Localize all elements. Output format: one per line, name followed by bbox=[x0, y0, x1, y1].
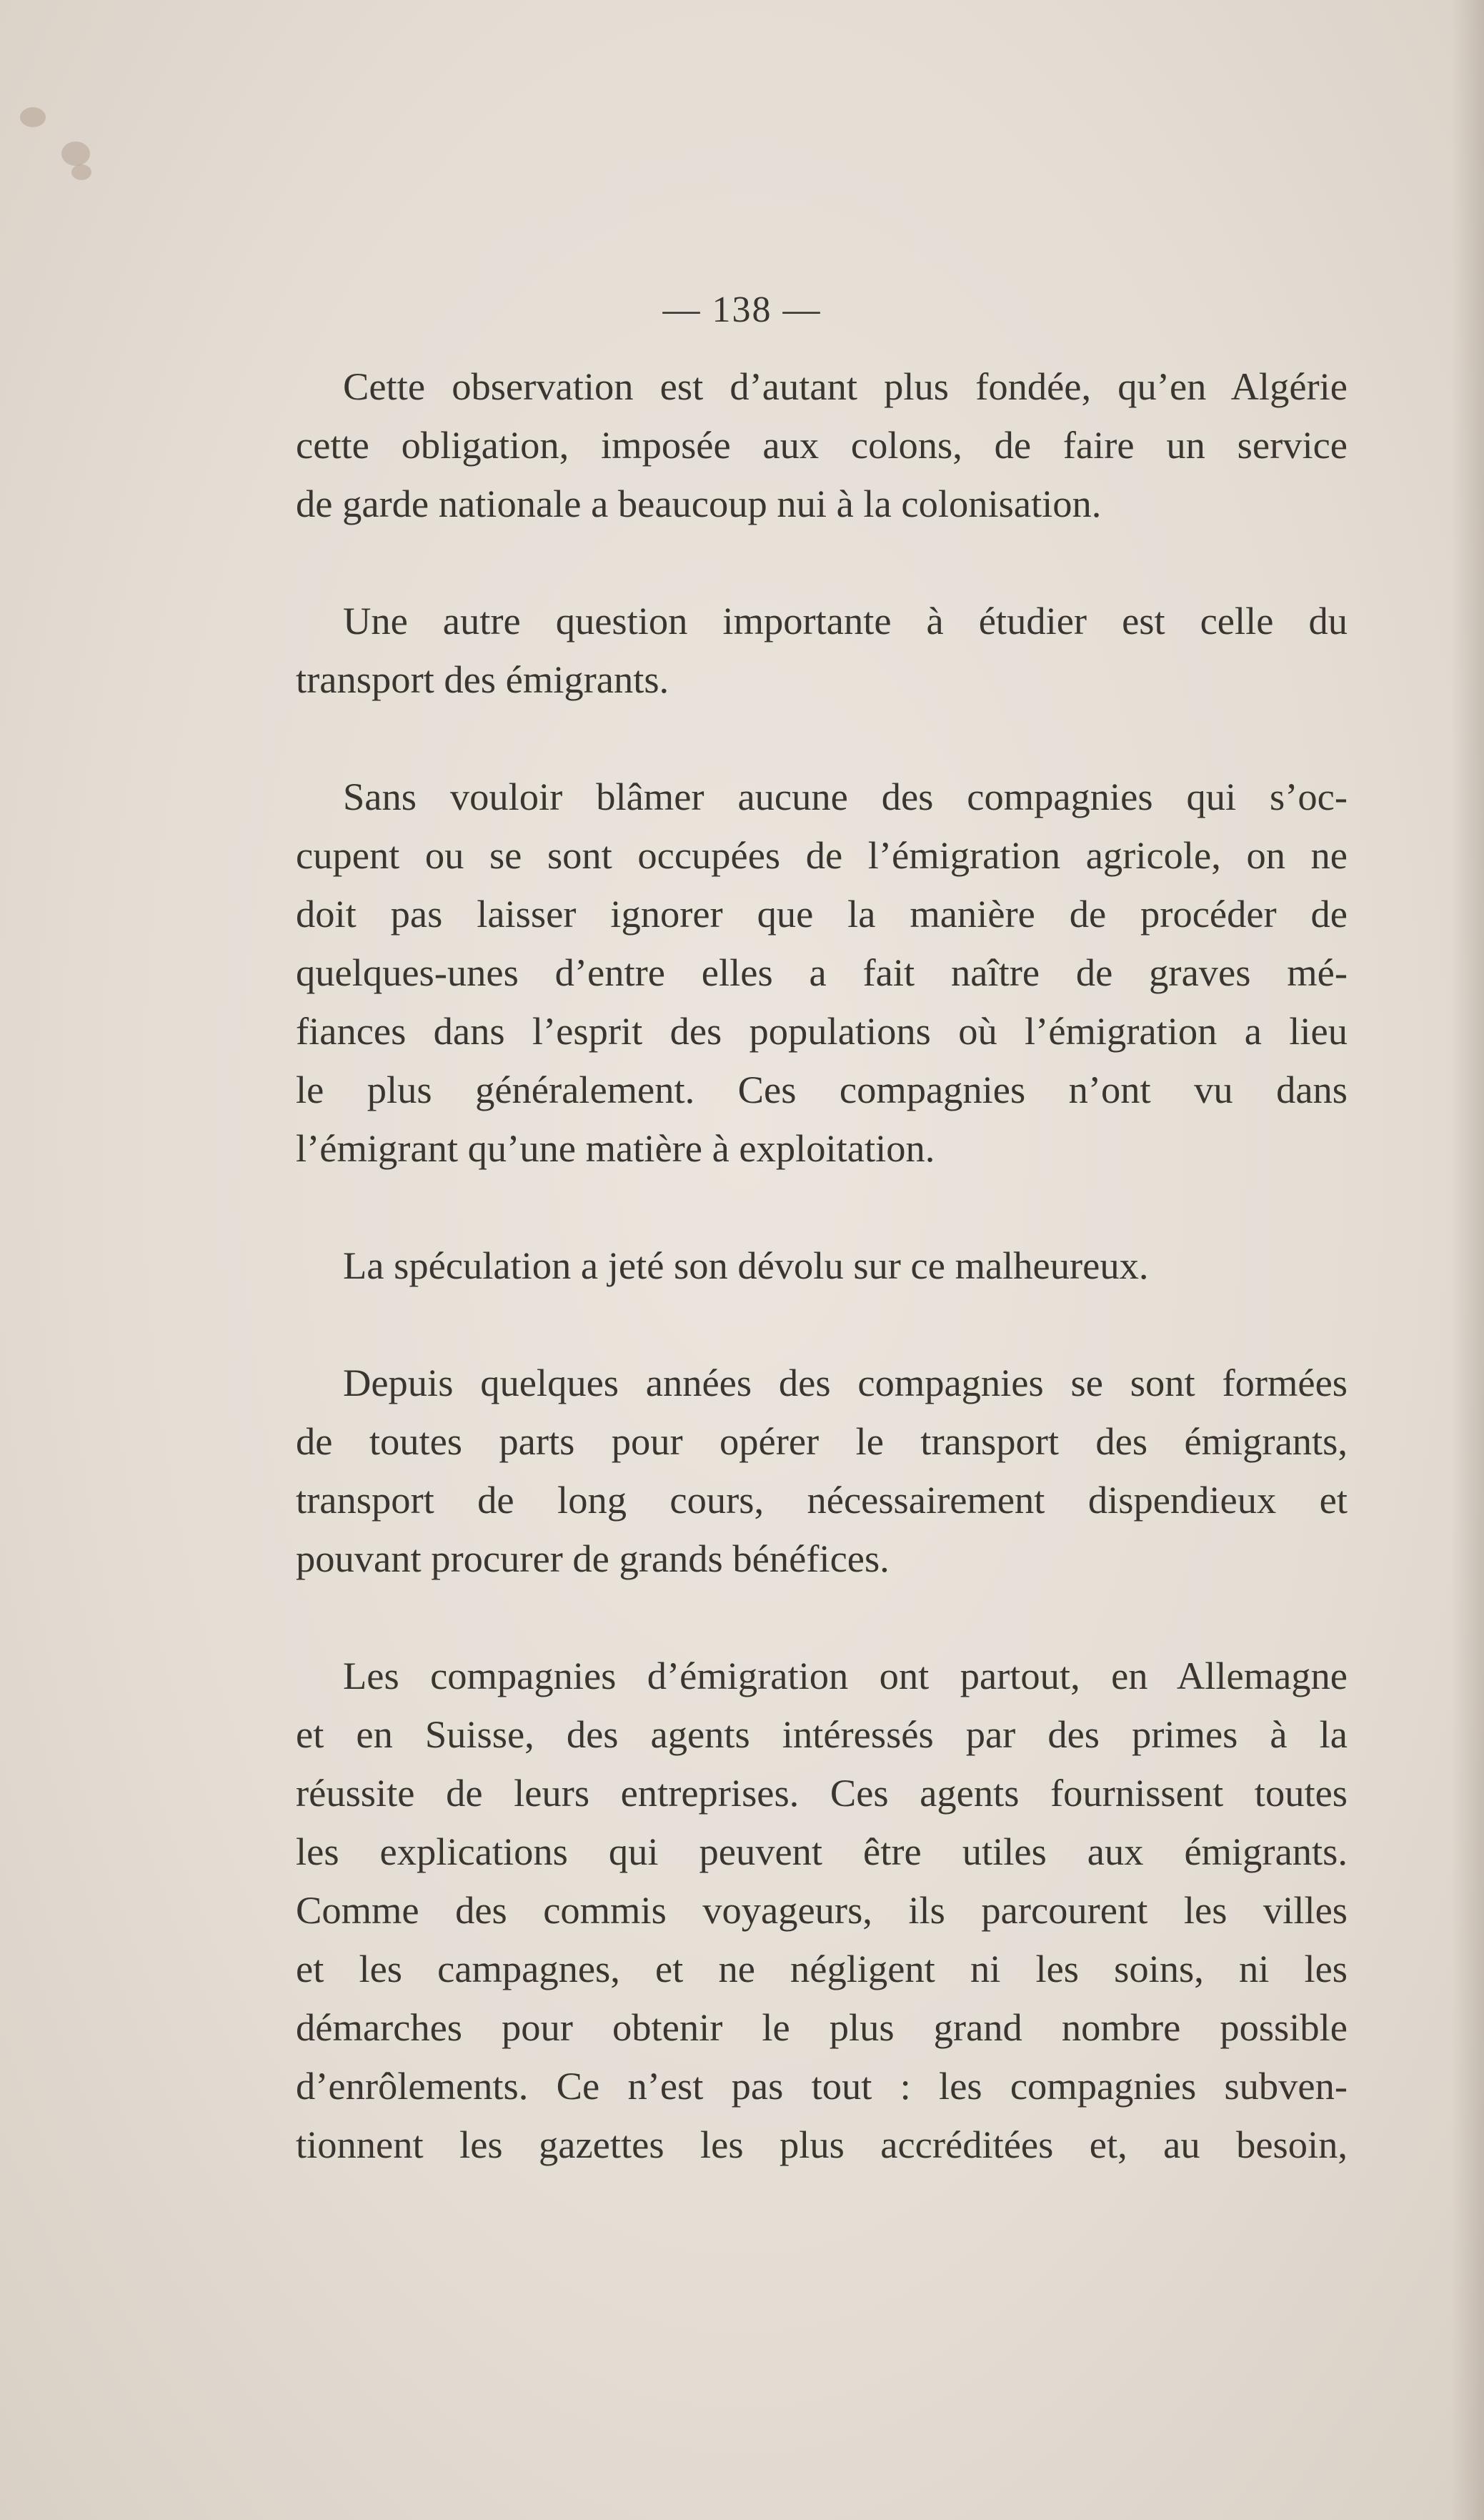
text-line: Cette observation est d’autant plus fondée, qu’en Algérie bbox=[343, 364, 1348, 408]
text-line: de garde nationale a beaucoup nui à la colonisation. bbox=[296, 482, 1102, 525]
body-text bbox=[296, 357, 1348, 2233]
paragraph bbox=[296, 1236, 1348, 1295]
text-line: transport des émigrants. bbox=[296, 658, 669, 701]
text-line: le plus généralement. Ces compagnies n’ont vu dans bbox=[296, 1068, 1348, 1111]
text-line: pouvant procurer de grands bénéfices. bbox=[296, 1537, 890, 1580]
text-line: Comme des commis voyageurs, ils parcourent les villes bbox=[296, 1888, 1348, 1932]
foxing-stain bbox=[71, 164, 91, 180]
text-line: doit pas laisser ignorer que la manière de procéder de bbox=[296, 892, 1348, 936]
text-line: fiances dans l’esprit des populations où l’émigration a lieu bbox=[296, 1009, 1348, 1053]
page-edge-shadow bbox=[1451, 0, 1484, 2520]
text-line: Une autre question importante à étudier est celle du bbox=[343, 599, 1348, 643]
text-line: cette obligation, imposée aux colons, de faire un service bbox=[296, 423, 1348, 467]
foxing-stain bbox=[61, 142, 90, 166]
paragraph bbox=[296, 1647, 1348, 2174]
paragraph bbox=[296, 592, 1348, 709]
foxing-stain bbox=[20, 107, 46, 127]
text-line: Sans vouloir blâmer aucune des compagnies qui s’oc- bbox=[343, 775, 1348, 818]
text-line: l’émigrant qu’une matière à exploitation. bbox=[296, 1126, 935, 1170]
text-line: de toutes parts pour opérer le transport des émigrants, bbox=[296, 1419, 1348, 1463]
text-line: quelques-unes d’entre elles a fait naître de graves mé- bbox=[296, 951, 1348, 994]
paragraph bbox=[296, 357, 1348, 533]
text-line: La spéculation a jeté son dévolu sur ce malheureux. bbox=[343, 1244, 1149, 1287]
text-line: et en Suisse, des agents intéressés par des primes à la bbox=[296, 1712, 1348, 1756]
text-line: cupent ou se sont occupées de l’émigration agricole, on ne bbox=[296, 833, 1348, 877]
text-line: réussite de leurs entreprises. Ces agents fournissent toutes bbox=[296, 1771, 1348, 1815]
paragraph bbox=[296, 768, 1348, 1178]
paragraph bbox=[296, 1354, 1348, 1588]
page-number: — 138 — bbox=[662, 289, 822, 330]
text-line: Les compagnies d’émigration ont partout, en Allemagne bbox=[343, 1654, 1348, 1697]
text-line: transport de long cours, nécessairement dispendieux et bbox=[296, 1478, 1348, 1522]
text-line: démarches pour obtenir le plus grand nombre possible bbox=[296, 2005, 1348, 2049]
text-line: d’enrôlements. Ce n’est pas tout : les compagnies subven- bbox=[296, 2064, 1348, 2108]
text-line: tionnent les gazettes les plus accréditées et, au besoin, bbox=[296, 2123, 1348, 2166]
text-line: Depuis quelques années des compagnies se sont formées bbox=[343, 1361, 1348, 1404]
text-line: et les campagnes, et ne négligent ni les soins, ni les bbox=[296, 1947, 1348, 1990]
text-line: les explications qui peuvent être utiles aux émigrants. bbox=[296, 1830, 1348, 1873]
